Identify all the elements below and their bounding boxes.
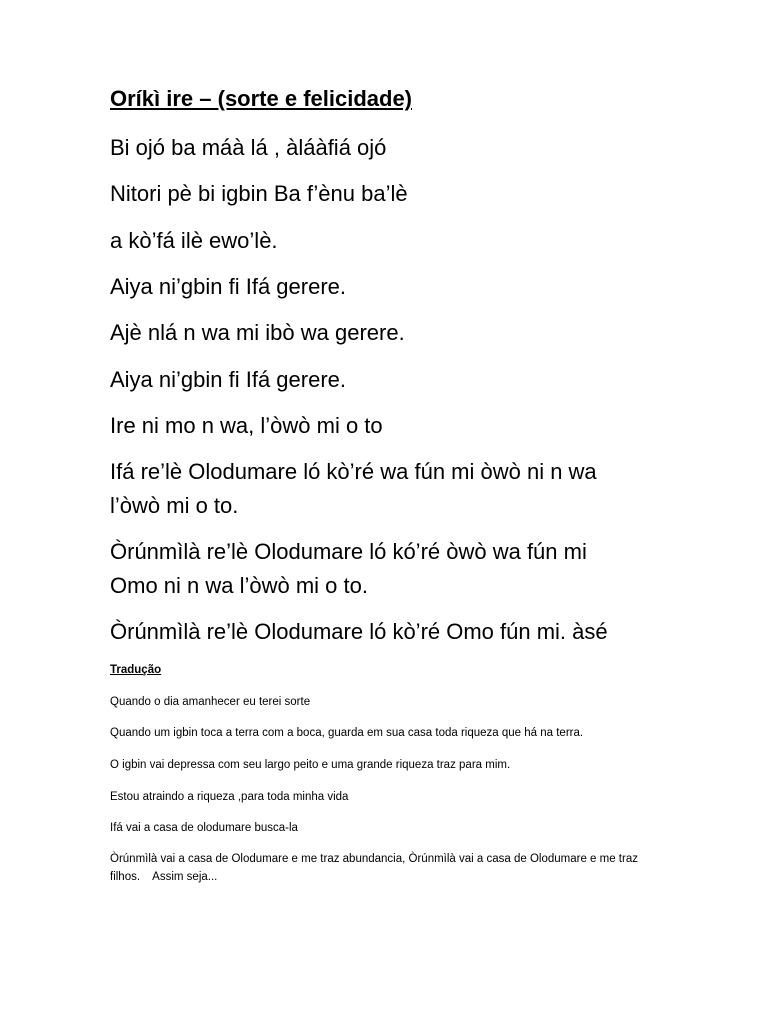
translation-line: Ifá vai a casa de olodumare busca-la	[110, 822, 298, 834]
verse-line: a kò’fá ilè ewo’lè.	[110, 228, 278, 253]
verse-line: Ire ni mo n wa, l’òwò mi o to	[110, 413, 383, 438]
translation-heading: Tradução	[110, 664, 162, 676]
verse-line: l’òwò mi o to.	[110, 493, 239, 518]
verse-line: Ajè nlá n wa mi ibò wa gerere.	[110, 320, 405, 345]
verse-line: Òrúnmìlà re’lè Olodumare ló kò’ré Omo fún mi. àsé	[110, 619, 608, 644]
verse-line: Bi ojó ba máà lá , àláàfiá ojó	[110, 135, 387, 160]
verse-line: Omo ni n wa l’òwò mi o to.	[110, 573, 368, 598]
translation-line: Quando o dia amanhecer eu terei sorte	[110, 696, 311, 708]
verse-line: Òrúnmìlà re’lè Olodumare ló kó’ré òwò wa fún mi	[110, 539, 587, 564]
verse-line: Aiya ni’gbin fi Ifá gerere.	[110, 367, 347, 392]
document-title: Oríkì ire – (sorte e felicidade)	[110, 86, 413, 111]
translation-line: O igbin vai depressa com seu largo peito e uma grande riqueza traz para mim.	[110, 759, 511, 771]
verse-line: Nitori pè bi igbin Ba f’ènu ba’lè	[110, 181, 408, 206]
translation-line: Quando um igbin toca a terra com a boca, guarda em sua casa toda riqueza que há na terra.	[110, 727, 584, 739]
translation-paragraph: Òrúnmìlà vai a casa de Olodumare e me traz abundancia, Òrúnmìlà vai a casa de Olodumare e me traz filhos. Assim seja...	[110, 853, 642, 883]
verse-line: Aiya ni’gbin fi Ifá gerere.	[110, 274, 347, 299]
verse-line: Ifá re’lè Olodumare ló kò’ré wa fún mi òwò ni n wa	[110, 459, 597, 484]
translation-line: Estou atraindo a riqueza ,para toda minha vida	[110, 791, 349, 803]
